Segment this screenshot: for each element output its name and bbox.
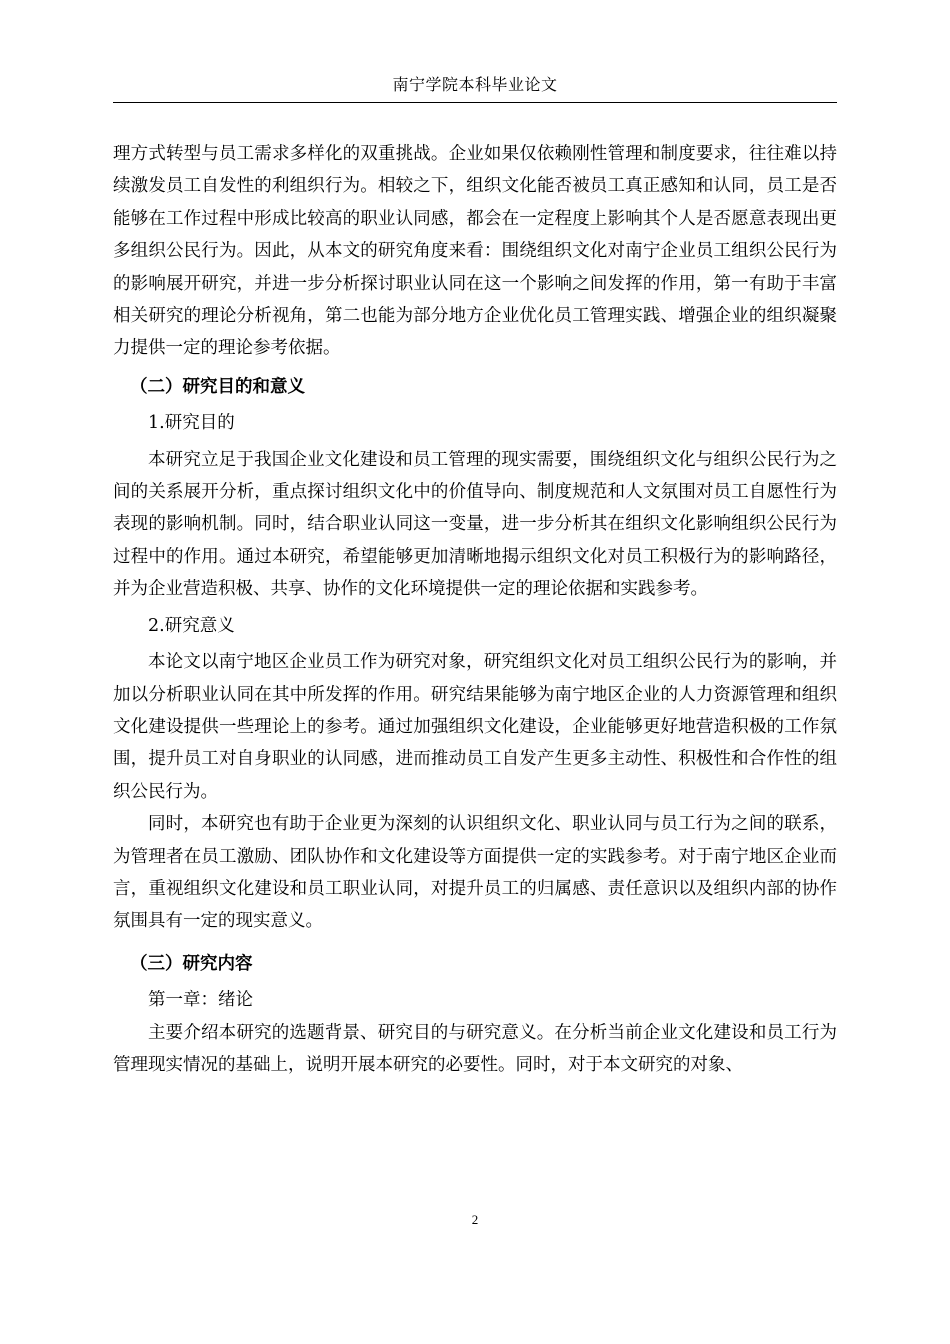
research-significance-paragraph-1: 本论文以南宁地区企业员工作为研究对象，研究组织文化对员工组织公民行为的影响，并加以分析职业认同在其中所发挥的作用。研究结果能够为南宁地区企业的人力资源管理和组织文化建设提供一些理论上的参考。通过加强组织文化建设，企业能够更好地营造积极的工作氛围，提升员工对自身职业的认同感，进而推动员工自发产生更多主动性、积极性和合作性的组织公民行为。 (113, 652, 837, 802)
chapter1-heading: 第一章：绪论 (148, 990, 253, 1011)
research-purpose-paragraph: 本研究立足于我国企业文化建设和员工管理的现实需要，围绕组织文化与组织公民行为之间的关系展开分析，重点探讨组织文化中的价值导向、制度规范和人文氛围对员工自愿性行为表现的影响机制。同时，结合职业认同这一变量，进一步分析其在组织文化影响组织公民行为过程中的作用。通过本研究，希望能够更加清晰地揭示组织文化对员工积极行为的影响路径，并为企业营造积极、共享、协作的文化环境提供一定的理论依据和实践参考。 (113, 449, 837, 600)
subheading-research-significance: 2.研究意义 (148, 615, 235, 636)
page-number: 2 (471, 1212, 479, 1227)
research-significance-paragraph-2: 同时，本研究也有助于企业更为深刻的认识组织文化、职业认同与员工行为之间的联系，为管理者在员工激励、团队协作和文化建设等方面提供一定的实践参考。对于南宁地区企业而言，重视组织文化建设和员工职业认同，对提升员工的归属感、责任意识以及组织内部的协作氛围具有一定的现实意义。 (113, 814, 837, 932)
page-header (113, 72, 837, 103)
section-heading-purpose-significance: （二）研究目的和意义 (130, 376, 305, 397)
subheading-research-purpose: 1.研究目的 (148, 413, 235, 434)
intro-paragraph: 理方式转型与员工需求多样化的双重挑战。企业如果仅依赖刚性管理和制度要求，往往难以持续激发员工自发性的利组织行为。相较之下，组织文化能否被员工真正感知和认同，员工是否能够在工作过程中形成比较高的职业认同感，都会在一定程度上影响其个人是否愿意表现出更多组织公民行为。因此，从本文的研究角度来看：围绕组织文化对南宁企业员工组织公民行为的影响展开研究，并进一步分析探讨职业认同在这一个影响之间发挥的作用，第一有助于丰富相关研究的理论分析视角，第二也能为部分地方企业优化员工管理实践、增强企业的组织凝聚力提供一定的理论参考依据。 (113, 144, 837, 359)
chapter1-paragraph: 主要介绍本研究的选题背景、研究目的与研究意义。在分析当前企业文化建设和员工行为管理现实情况的基础上，说明开展本研究的必要性。同时，对于本文研究的对象、 (113, 1022, 837, 1075)
header-title: 南宁学院本科毕业论文 (392, 75, 558, 94)
section-heading-research-content: （三）研究内容 (130, 953, 253, 974)
document-body (113, 138, 837, 1081)
